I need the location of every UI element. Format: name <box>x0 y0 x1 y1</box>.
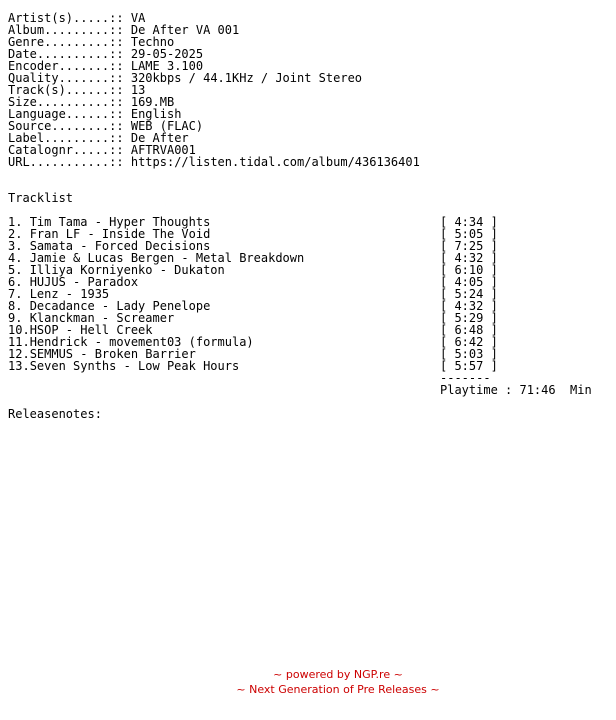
info-key: Catalognr..... <box>8 143 110 157</box>
info-separator: :: <box>109 155 131 169</box>
releasenotes-label: Releasenotes: <box>8 407 102 421</box>
info-value: De After VA 001 <box>130 23 240 37</box>
track-duration: [ 6:48 ] <box>440 323 498 337</box>
info-value: VA <box>130 11 146 25</box>
track-name: HSOP - Hell Creek <box>29 323 153 337</box>
track-number: 4. <box>8 251 30 265</box>
track-duration: [ 4:34 ] <box>440 215 498 229</box>
info-key: Track(s)...... <box>8 83 110 97</box>
track-number: 9. <box>8 311 30 325</box>
track-duration: [ 6:10 ] <box>440 263 498 277</box>
track-number: 12. <box>8 347 30 361</box>
track-name: Illiya Korniyenko - Dukaton <box>29 263 225 277</box>
info-value: AFTRVA001 <box>130 143 196 157</box>
playtime-separator: ------- <box>440 371 491 385</box>
info-key: Genre......... <box>8 35 110 49</box>
info-row <box>8 156 608 168</box>
track-number: 7. <box>8 287 30 301</box>
track-name: Decadance - Lady Penelope <box>29 299 211 313</box>
track-number: 3. <box>8 239 30 253</box>
track-title <box>8 360 239 372</box>
info-separator: :: <box>109 143 131 157</box>
info-separator: :: <box>109 107 131 121</box>
track-duration: [ 5:29 ] <box>440 311 498 325</box>
track-row <box>8 360 608 372</box>
footer-tagline: ~ Next Generation of Pre Releases ~ <box>236 683 440 696</box>
info-key: Artist(s)..... <box>8 11 110 25</box>
nfo-document <box>8 12 608 420</box>
info-value: Techno <box>130 35 175 49</box>
info-key: URL........... <box>8 155 110 169</box>
track-name: SEMMUS - Broken Barrier <box>29 347 196 361</box>
track-name: HUJUS - Paradox <box>29 275 139 289</box>
track-duration: [ 5:05 ] <box>440 227 498 241</box>
info-key: Source........ <box>8 119 110 133</box>
track-duration: [ 5:57 ] <box>440 359 498 373</box>
track-name: Jamie & Lucas Bergen - Metal Breakdown <box>29 251 305 265</box>
track-name: Fran LF - Inside The Void <box>29 227 211 241</box>
track-duration: [ 4:32 ] <box>440 299 498 313</box>
info-key: Album......... <box>8 23 110 37</box>
info-value: 169.MB <box>130 95 175 109</box>
info-value: English <box>130 107 182 121</box>
info-separator: :: <box>109 59 131 73</box>
info-separator: :: <box>109 119 131 133</box>
info-separator: :: <box>109 71 131 85</box>
track-number: 2. <box>8 227 30 241</box>
info-key: Label......... <box>8 131 110 145</box>
info-separator: :: <box>109 131 131 145</box>
info-key: Encoder....... <box>8 59 110 73</box>
playtime-total: Playtime : 71:46 Min <box>440 383 592 397</box>
track-number: 8. <box>8 299 30 313</box>
release-info-block <box>8 12 608 168</box>
info-separator: :: <box>109 11 131 25</box>
info-value: https://listen.tidal.com/album/436136401 <box>130 155 420 169</box>
track-number: 11. <box>8 335 30 349</box>
track-duration: [ 4:05 ] <box>440 275 498 289</box>
info-value: De After <box>130 131 189 145</box>
track-duration: [ 5:24 ] <box>440 287 498 301</box>
info-key: Date.......... <box>8 47 110 61</box>
track-name: Hendrick - movement03 (formula) <box>29 335 254 349</box>
track-number: 1. <box>8 215 30 229</box>
track-number: 6. <box>8 275 30 289</box>
track-duration: [ 4:32 ] <box>440 251 498 265</box>
tracklist <box>8 216 608 372</box>
info-value: 13 <box>130 83 146 97</box>
info-value: 320kbps / 44.1KHz / Joint Stereo <box>130 71 363 85</box>
info-separator: :: <box>109 83 131 97</box>
track-name: Samata - Forced Decisions <box>29 239 211 253</box>
track-duration: [ 6:42 ] <box>440 335 498 349</box>
tracklist-heading: Tracklist <box>8 191 74 205</box>
info-separator: :: <box>109 35 131 49</box>
info-separator: :: <box>109 23 131 37</box>
track-name: Klanckman - Screamer <box>29 311 175 325</box>
track-number: 10. <box>8 323 30 337</box>
info-value: WEB (FLAC) <box>130 119 204 133</box>
track-name: Seven Synths - Low Peak Hours <box>29 359 240 373</box>
track-name: Tim Tama - Hyper Thoughts <box>29 215 211 229</box>
info-value: 29-05-2025 <box>130 47 204 61</box>
info-key: Quality....... <box>8 71 110 85</box>
track-duration: [ 7:25 ] <box>440 239 498 253</box>
info-key: Size.......... <box>8 95 110 109</box>
track-duration: [ 5:03 ] <box>440 347 498 361</box>
info-separator: :: <box>109 95 131 109</box>
track-number: 5. <box>8 263 30 277</box>
info-key: Language...... <box>8 107 110 121</box>
track-name: Lenz - 1935 <box>29 287 110 301</box>
info-separator: :: <box>109 47 131 61</box>
track-number: 13. <box>8 359 30 373</box>
info-value: LAME 3.100 <box>130 59 204 73</box>
footer-powered-by: ~ powered by NGP.re ~ <box>273 668 403 681</box>
